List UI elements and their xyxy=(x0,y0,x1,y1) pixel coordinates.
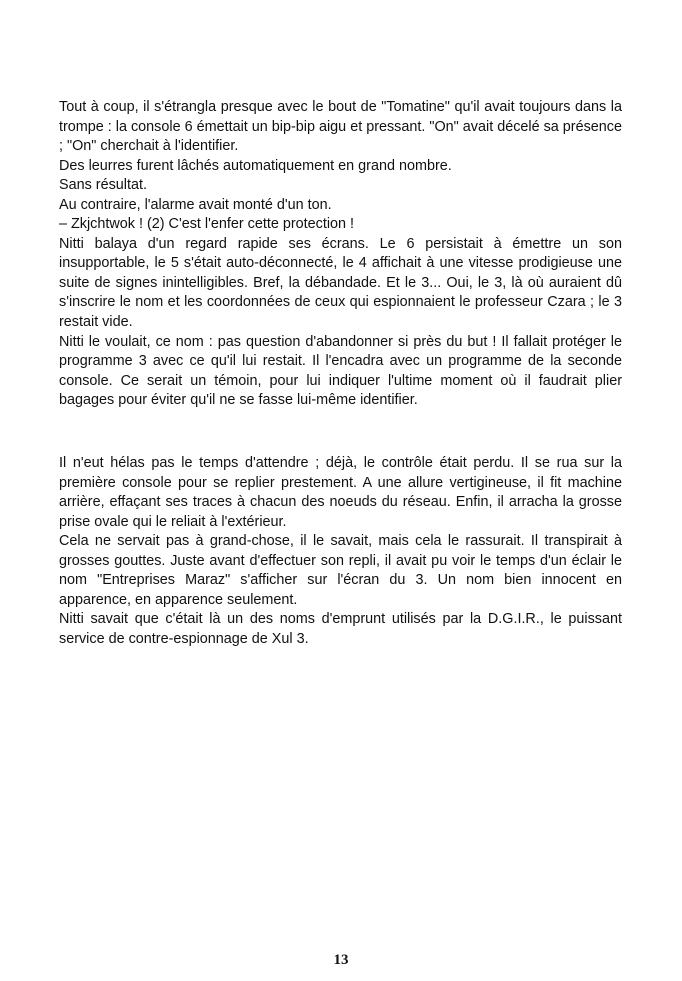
text-section-1 xyxy=(59,98,622,411)
text-section-2 xyxy=(59,454,622,649)
paragraph: Sans résultat. xyxy=(59,177,147,194)
paragraph: Nitti savait que c'était là un des noms d'emprunt utilisés par la D.G.I.R., le puissant service de contre-espionnage de Xul 3. xyxy=(59,611,622,647)
paragraph: – Zkjchtwok ! (2) C'est l'enfer cette protection ! xyxy=(59,216,355,233)
paragraph: Nitti le voulait, ce nom : pas question d'abandonner si près du but ! Il fallait protéger le programme 3 avec ce qu'il lui restait. Il l'encadra avec un programme de la seconde console. Ce serait un témoin, pour lui indiquer l'ultime moment où il faudrait plier bagages pour éviter qu'il ne se fasse lui-même identifier. xyxy=(59,333,622,409)
paragraph: Nitti balaya d'un regard rapide ses écrans. Le 6 persistait à émettre un son insupportable, le 5 s'était auto-déconnecté, le 4 affichait à une vitesse prodigieuse une suite de signes inintelligibles. Bref, la débandade. Et le 3... Oui, le 3, là où auraient dû s'inscrire le nom et les coordonnées de ceux qui espionnaient le professeur Czara ; le 3 restait vide. xyxy=(59,235,622,331)
paragraph: Cela ne servait pas à grand-chose, il le savait, mais cela le rassurait. Il transpirait à grosses gouttes. Juste avant d'effectuer son repli, il avait pu voir le temps d'un éclair le nom "Entreprises Maraz" s'afficher sur l'écran du 3. Un nom bien innocent en apparence, en apparence seulement. xyxy=(59,533,622,608)
paragraph: Il n'eut hélas pas le temps d'attendre ; déjà, le contrôle était perdu. Il se rua sur la première console pour se replier prestement. A une allure vertigineuse, il fit machine arrière, effaçant ses traces à chacun des noeuds du réseau. Enfin, il arracha la grosse prise ovale qui le reliait à l'extérieur. xyxy=(59,455,622,530)
page-number: 13 xyxy=(333,952,349,968)
paragraph: Tout à coup, il s'étrangla presque avec le bout de "Tomatine" qu'il avait toujours dans la trompe : la console 6 émettait un bip-bip aigu et pressant. "On" avait décelé sa présence ; "On" cherchait à l'identifier. xyxy=(59,99,622,155)
paragraph: Des leurres furent lâchés automatiquement en grand nombre. xyxy=(59,157,452,174)
paragraph: Au contraire, l'alarme avait monté d'un ton. xyxy=(59,196,332,213)
